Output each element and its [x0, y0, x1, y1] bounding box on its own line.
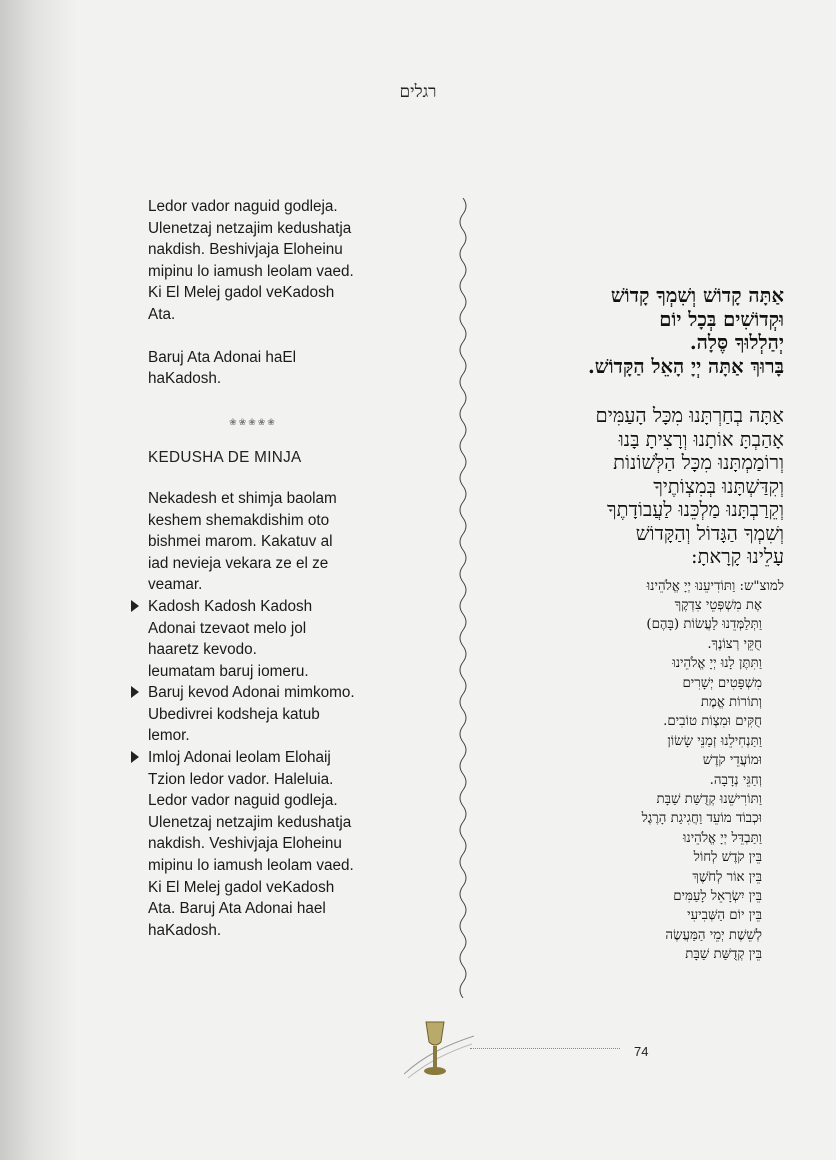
text-line: iad nevieja vekara ze el ze: [148, 554, 329, 572]
hebrew-line: וְשִׁמְךָ הַגָּדוֹל וְהַקָּדוֹשׁ: [635, 521, 784, 545]
hebrew-small-block: [454, 577, 784, 965]
ornament-divider: ❀❀❀❀❀: [229, 416, 277, 427]
text-line: bishmei marom. Kakatuv al: [148, 533, 333, 551]
hebrew-small-line: לְשֵׁשֶׁת יְמֵי הַמַּעֲשֶׂה: [665, 927, 762, 943]
bullet-block-1: [148, 596, 408, 682]
hebrew-small-line: למוצ"ש: וַתּוֹדִיעֵנוּ יְיָ אֱלֹהֵינוּ: [646, 578, 784, 594]
text-line: Ata.: [148, 305, 176, 323]
text-line: haKadosh.: [148, 370, 222, 388]
text-line: veamar.: [148, 576, 203, 594]
text-line: Baruj Ata Adonai haEl: [148, 348, 296, 366]
hebrew-small-line: וַתַּנְחִילֵנוּ זְמַנֵּי שָׂשׂוֹן: [667, 733, 762, 749]
text-line: Imloj Adonai leolam Elohaij: [148, 749, 331, 767]
text-line: Ki El Melej gadol veKadosh: [148, 284, 335, 302]
hebrew-small-line: וַתִּתֶּן לָנוּ יְיָ אֱלֹהֵינוּ: [672, 656, 762, 672]
text-line: Ubedivrei kodsheja katub: [148, 705, 320, 723]
text-line: mipinu lo iamush leolam vaed.: [148, 857, 354, 875]
hebrew-small-line: וּמוֹעֲדֵי קֹדֶשׁ: [702, 753, 762, 769]
text-line: Ulenetzaj netzajim kedushatja: [148, 219, 352, 237]
hebrew-small-line: וַתְּלַמְּדֵנוּ לַעֲשׂוֹת (בָּהֶם): [646, 617, 762, 633]
text-line: mipinu lo iamush leolam vaed.: [148, 262, 354, 280]
text-line: Ata. Baruj Ata Adonai hael: [148, 900, 326, 918]
text-line: Kadosh Kadosh Kadosh: [148, 597, 313, 615]
hebrew-line: אַתָּה בְחַרְתָּנוּ מִכָּל הָעַמִּים: [595, 404, 784, 427]
page-title: רגלים: [399, 82, 437, 102]
triangle-bullet-icon: [131, 686, 139, 698]
hebrew-small-line: בֵּין קֹדֶשׁ לְחוֹל: [693, 850, 762, 866]
text-line: keshem shemakdishim oto: [148, 511, 330, 529]
text-line: haKadosh.: [148, 921, 222, 939]
hebrew-text-column: [454, 284, 784, 965]
paragraph-3: [148, 488, 408, 596]
hebrew-line: וּקְדוֹשִׁים בְּכָל יוֹם: [659, 307, 784, 331]
text-line: Ledor vador naguid godleja.: [148, 198, 338, 215]
page-binding-shadow: [0, 0, 78, 1160]
text-line: nakdish. Beshivjaja Eloheinu: [148, 241, 343, 259]
hebrew-line: וְקִדַּשְׁתָּנוּ בְּמִצְוֹתֶיךָ: [653, 474, 784, 498]
hebrew-small-line: בֵּין יוֹם הַשְּׁבִיעִי: [687, 908, 762, 924]
section-heading: KEDUSHA DE MINJA: [148, 449, 302, 467]
hebrew-line: יְהַלְלוּךָ סֶּלָה.: [689, 331, 784, 354]
text-line: leumatam baruj iomeru.: [148, 662, 309, 680]
hebrew-small-line: וְתוֹרוֹת אֱמֶת: [700, 694, 762, 710]
text-line: Adonai tzevaot melo jol: [148, 619, 307, 637]
text-line: nakdish. Veshivjaja Eloheinu: [148, 835, 342, 853]
paragraph-2: [148, 347, 408, 390]
text-line: Baruj kevod Adonai mimkomo.: [148, 684, 355, 702]
text-line: haaretz kevodo.: [148, 641, 257, 659]
hebrew-small-line: מִשְׁפָּטִים יְשָׁרִים: [682, 675, 762, 691]
text-line: Ki El Melej gadol veKadosh: [148, 878, 335, 896]
page-number: 74: [634, 1044, 649, 1059]
bullet-block-2: [148, 682, 408, 747]
hebrew-small-line: חֻקִּים וּמִצְוֹת טוֹבִים.: [663, 714, 762, 730]
hebrew-small-line: וְחַגֵּי נְדָבָה.: [709, 772, 762, 788]
text-line: Nekadesh et shimja baolam: [148, 489, 337, 507]
triangle-bullet-icon: [131, 751, 139, 763]
hebrew-line: וְרוֹמַמְתָּנוּ מִכָּל הַלְּשׁוֹנוֹת: [613, 451, 784, 474]
hebrew-line: בָּרוּךְ אַתָּה יְיָ הָאֵל הַקָּדוֹשׁ.: [587, 354, 784, 378]
text-line: Ledor vador naguid godleja.: [148, 792, 338, 810]
hebrew-small-line: וַתַּבְדֵּל יְיָ אֱלֹהֵינוּ: [682, 830, 762, 846]
triangle-bullet-icon: [131, 600, 139, 612]
text-line: lemor.: [148, 727, 190, 745]
hebrew-small-line: אֶת מִשְׁפְּטֵי צִדְקֶךָ: [674, 597, 762, 613]
text-line: Ulenetzaj netzajim kedushatja: [148, 813, 352, 831]
hebrew-small-line: בֵּין יִשְׂרָאֵל לָעַמִּים: [673, 889, 762, 904]
bullet-block-3: [148, 747, 408, 941]
hebrew-small-line: חֻקֵּי רְצוֹנֶךָ.: [707, 636, 762, 652]
hebrew-small-line: בֵּין אוֹר לְחֹשֶׁךְ: [692, 869, 762, 885]
hebrew-small-line: בֵּין קְדֻשַּׁת שַׁבָּת: [685, 947, 762, 963]
hebrew-block-1: [454, 284, 784, 378]
spanish-transliteration-column: [148, 196, 408, 941]
hebrew-line: עָלֵינוּ קָרָאתָ:: [691, 545, 784, 568]
hebrew-line: אַתָּה קָדוֹשׁ וְשִׁמְךָ קָדוֹשׁ: [610, 284, 784, 307]
text-line: Tzion ledor vador. Haleluia.: [148, 770, 334, 788]
hebrew-small-line: וַתּוֹרִישֵׁנוּ קְדֻשַּׁת שַׁבָּת: [656, 791, 762, 807]
hebrew-block-2: [454, 404, 784, 569]
kiddush-cup-icon: [404, 1016, 474, 1082]
paragraph-1: [148, 196, 408, 326]
hebrew-line: וְקֵרַבְתָּנוּ מַלְכֵּנוּ לַעֲבוֹדָתֶךָ: [607, 498, 784, 521]
hebrew-line: אָהַבְתָּ אוֹתָנוּ וְרָצִיתָ בָּנוּ: [618, 427, 784, 451]
footer-dotted-rule: [470, 1048, 620, 1049]
hebrew-small-line: וּכְבוֹד מוֹעֵד וַחֲגִיגַת הָרֶגֶל: [641, 811, 762, 827]
